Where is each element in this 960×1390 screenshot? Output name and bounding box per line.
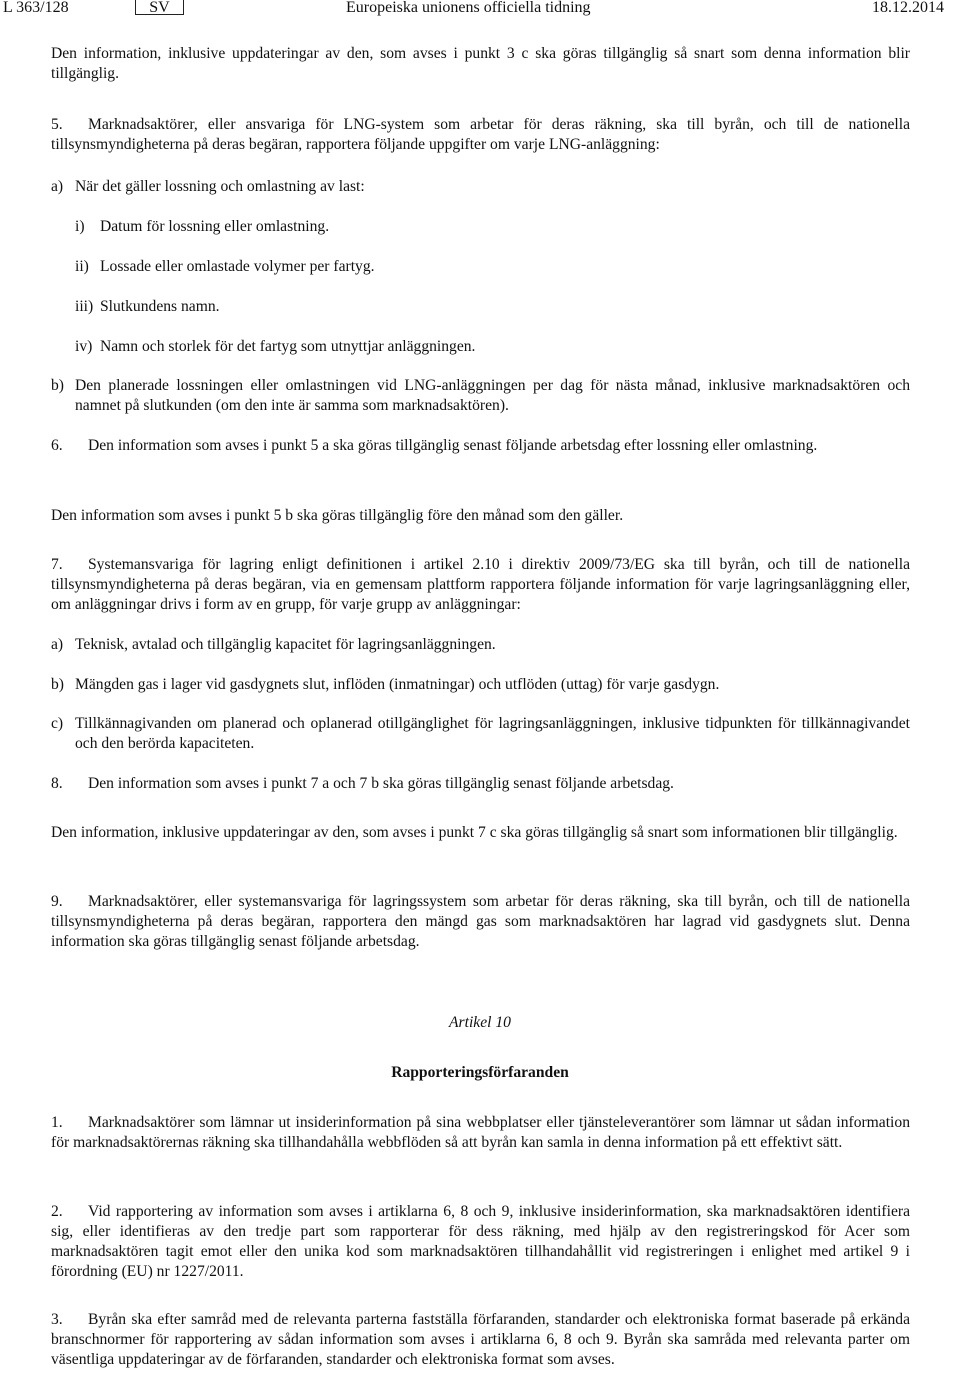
item-text: Den planerade lossningen eller omlastningen vid LNG-anläggningen per dag för nästa månad, inklusive marknadsaktören och namnet på slutkunden (om den inte är samma som marknadsaktören). [75, 377, 910, 414]
item-marker: a) [51, 178, 64, 195]
point-7-item-a [51, 635, 910, 655]
subitem-marker: ii) [75, 258, 89, 275]
item-text: Tillkännagivanden om planerad och oplanerad otillgänglighet för lagringsanläggningen, inklusive tidpunkten för tillkännagivandet och den berörda kapaciteten. [75, 715, 910, 752]
language-box [135, 0, 184, 15]
point-6-text: Den information som avses i punkt 5 a ska göras tillgänglig senast följande arbetsdag efter lossning eller omlastning. [88, 437, 818, 454]
article-paragraph-2-text: Vid rapportering av information som avses i artiklarna 6, 8 och 9, inklusive insiderinformation, ska marknadsaktören identifiera sig, eller identifieras av den tredje part som rapporterar för dess räkning, med hjälp av den registreringskod för Acer som marknadsaktören tagit emot eller den unika kod som marknadsaktören tillhandahållit vid registreringen i enlighet med artikel 9 i förordning (EU) nr 1227/2011. [51, 1203, 910, 1280]
point-6 [51, 436, 910, 456]
point-5-item-a [51, 177, 910, 197]
point-6-paragraph-2: Den information som avses i punkt 5 b ska göras tillgänglig före den månad som den gäller. [51, 507, 624, 524]
point-6-number: 6. [51, 437, 63, 454]
item-marker: b) [51, 377, 64, 394]
subitem-text: Namn och storlek för det fartyg som utnyttjar anläggningen. [100, 338, 476, 355]
point-5-subitem-i [75, 217, 910, 237]
article-paragraph-3-text: Byrån ska efter samråd med de relevanta parterna fastställa förfaranden, standarder och elektroniska format baserade på erkända branschnormer för rapportering av sådan information som avses i artiklarna 6, 8 och 9. Byrån ska samråda med relevanta parter om väsentliga uppdateringar av de förfaranden, standarder och elektroniska format som avses. [51, 1311, 910, 1368]
article-paragraph-3 [51, 1310, 910, 1370]
point-5-subitem-iii [75, 297, 910, 317]
item-text: Mängden gas i lager vid gasdygnets slut, inflöden (inmatningar) och utflöden (uttag) för varje gasdygn. [75, 676, 720, 693]
point-9 [51, 892, 910, 952]
subitem-marker: iii) [75, 298, 94, 315]
subitem-text: Lossade eller omlastade volymer per fartyg. [100, 258, 375, 275]
point-9-text: Marknadsaktörer, eller systemansvariga för lagringssystem som arbetar för deras räkning, ska till byrån, och till de nationella tillsynsmyndigheterna på deras begäran, rapportera den mängd gas som marknadsaktören har lagrad vid gasdygnets slut. Denna information ska göras tillgänglig senast följande arbetsdag. [51, 893, 910, 950]
point-8-paragraph-2: Den information, inklusive uppdateringar av den, som avses i punkt 7 c ska göras tillgänglig så snart som informationen blir tillgänglig. [51, 824, 898, 841]
item-marker: a) [51, 636, 64, 653]
item-marker: c) [51, 715, 64, 732]
article-paragraph-1 [51, 1113, 910, 1153]
subitem-marker: i) [75, 218, 85, 235]
point-5 [51, 115, 910, 155]
subitem-text: Slutkundens namn. [100, 298, 220, 315]
point-7 [51, 555, 910, 615]
point-5-subitem-iv [75, 337, 910, 357]
item-text: När det gäller lossning och omlastning av last: [75, 178, 365, 195]
point-8-text: Den information som avses i punkt 7 a och 7 b ska göras tillgänglig senast följande arbetsdag. [88, 775, 674, 792]
item-marker: b) [51, 676, 64, 693]
article-paragraph-3-number: 3. [51, 1311, 63, 1328]
item-text: Teknisk, avtalad och tillgänglig kapacitet för lagringsanläggningen. [75, 636, 496, 653]
article-paragraph-1-number: 1. [51, 1114, 63, 1131]
point-5-item-b [51, 376, 910, 416]
point-5-subitem-ii [75, 257, 910, 277]
page-reference: L 363/128 [3, 0, 69, 16]
intro-paragraph: Den information, inklusive uppdateringar av den, som avses i punkt 3 c ska göras tillgänglig så snart som denna information blir tillgänglig. [51, 45, 910, 82]
point-5-number: 5. [51, 116, 63, 133]
point-7-item-b [51, 675, 910, 695]
subitem-text: Datum för lossning eller omlastning. [100, 218, 330, 235]
article-label: Artikel 10 [449, 1014, 511, 1031]
point-7-text: Systemansvariga för lagring enligt definitionen i artikel 2.10 i direktiv 2009/73/EG ska till byrån, och till de nationella tillsynsmyndigheterna på deras begäran, via en gemensam plattform rapportera följande information för varje lagringsanläggning eller, om anläggningar drivs i form av en grupp, för varje grupp av anläggningar: [51, 556, 910, 613]
journal-title: Europeiska unionens officiella tidning [346, 0, 591, 16]
article-paragraph-1-text: Marknadsaktörer som lämnar ut insiderinformation på sina webbplatser eller tjänsteleverantörer som lämnar ut sådan information för marknadsaktörernas räkning ska tillhandahålla webbflöden så att byrån kan samla in denna information på ett effektivt sätt. [51, 1114, 910, 1151]
article-title: Rapporteringsförfaranden [391, 1064, 569, 1081]
language-code: SV [149, 0, 170, 16]
publication-date: 18.12.2014 [872, 0, 944, 16]
article-paragraph-2-number: 2. [51, 1203, 63, 1220]
point-7-item-c [51, 714, 910, 754]
point-5-text: Marknadsaktörer, eller ansvariga för LNG-system som arbetar för deras räkning, ska till byrån, och till de nationella tillsynsmyndigheterna på deras begäran, rapportera följande uppgifter om varje LNG-anläggning: [51, 116, 910, 153]
point-8 [51, 774, 910, 794]
point-8-number: 8. [51, 775, 63, 792]
point-7-number: 7. [51, 556, 63, 573]
subitem-marker: iv) [75, 338, 93, 355]
article-paragraph-2 [51, 1202, 910, 1282]
point-9-number: 9. [51, 893, 63, 910]
